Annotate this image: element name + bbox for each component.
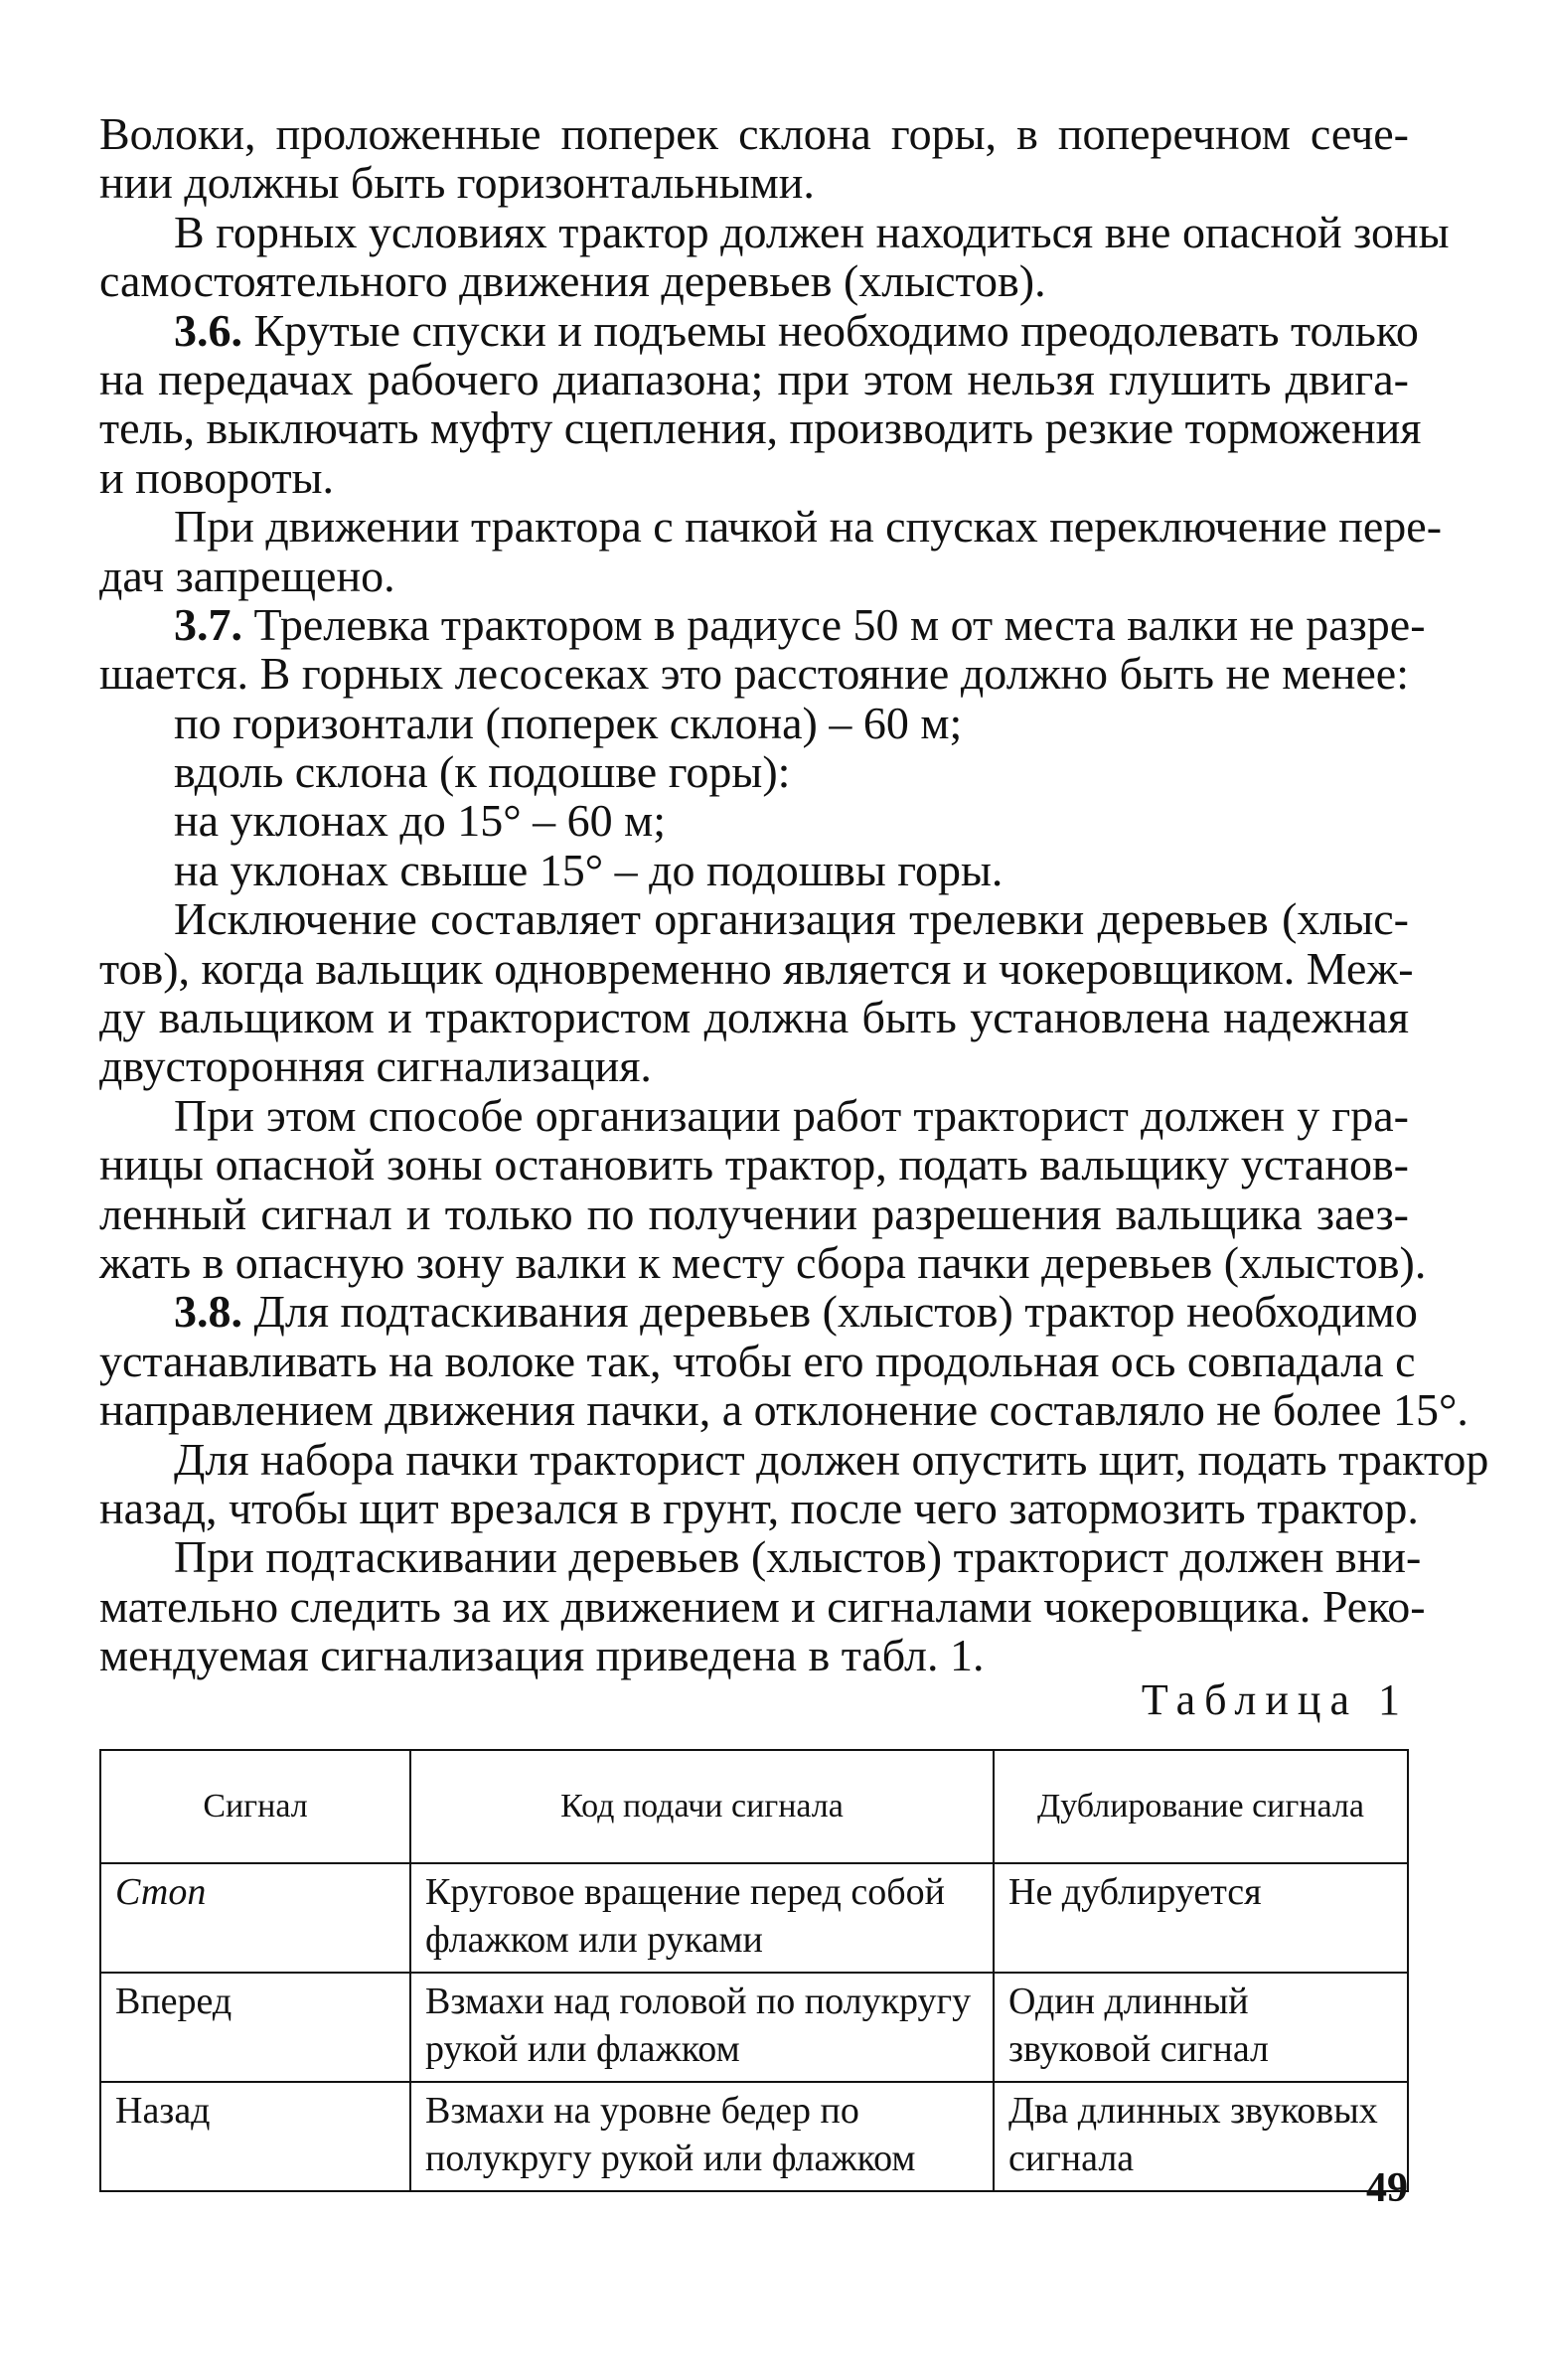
table-header-cell: Сигнал	[100, 1750, 410, 1863]
table-cell: Вперед	[100, 1973, 410, 2082]
text-line: мательно следить за их движением и сигналами чокеровщика. Реко-	[99, 1580, 1426, 1632]
table-cell: Два длинных звуковых сигнала	[994, 2082, 1408, 2191]
text-line: направлением движения пачки, а отклонение составляло не более 15°.	[99, 1384, 1468, 1436]
text-line: тов), когда вальщик одновременно является и чокеровщиком. Меж-	[99, 942, 1414, 994]
text-line: мендуемая сигнализация приведена в табл. 1.	[99, 1630, 985, 1681]
text-line: шается. В горных лесосеках это расстояние должно быть не менее:	[99, 648, 1409, 700]
text-line: ду вальщиком и трактористом должна быть установлена надежная	[99, 992, 1409, 1043]
text-line: В горных условиях трактор должен находиться вне опасной зоны	[174, 206, 1450, 257]
table-row	[100, 2082, 1408, 2191]
page-number: 49	[1366, 2165, 1408, 2211]
table-row	[100, 1973, 1408, 2082]
body-text	[99, 108, 1489, 1681]
text-line: на передачах рабочего диапазона; при этом нельзя глушить двига-	[99, 353, 1409, 404]
table-cell: Стоп	[100, 1863, 410, 1973]
text-line: Для набора пачки тракторист должен опустить щит, подать трактор	[174, 1433, 1489, 1485]
table-header-cell: Дублирование сигнала	[994, 1750, 1408, 1863]
table-cell: Взмахи на уровне бедер по полукругу рукой или флажком	[410, 2082, 994, 2191]
text-line: на уклонах свыше 15° – до подошвы горы.	[174, 844, 1004, 895]
text-line: вдоль склона (к подошве горы):	[174, 746, 791, 798]
table-cell: Назад	[100, 2082, 410, 2191]
table-header-cell: Код подачи сигнала	[410, 1750, 994, 1863]
text-line: 3.7. Трелевка трактором в радиусе 50 м от места валки не разре-	[174, 598, 1426, 650]
text-line: 3.8. Для подтаскивания деревьев (хлыстов) трактор необходимо	[174, 1286, 1418, 1338]
text-line: Исключение составляет организация трелевки деревьев (хлыс-	[174, 893, 1409, 945]
signal-table	[99, 1749, 1409, 2192]
table-header-row	[100, 1750, 1408, 1863]
text-line: на уклонах до 15° – 60 м;	[174, 795, 667, 847]
text-line: назад, чтобы щит врезался в грунт, после чего затормозить трактор.	[99, 1482, 1419, 1533]
text-line: нии должны быть горизонтальными.	[99, 157, 815, 209]
table-cell: Не дублируется	[994, 1863, 1408, 1973]
section-number: 3.7.	[174, 598, 242, 650]
text-line: Волоки, проложенные поперек склона горы, в поперечном сече-	[99, 108, 1409, 159]
text-line: ленный сигнал и только по получении разрешения вальщика заез-	[99, 1188, 1409, 1239]
text-line: тель, выключать муфту сцепления, производить резкие торможения	[99, 402, 1422, 454]
text-line: и повороты.	[99, 451, 335, 503]
text-line: 3.6. Крутые спуски и подъемы необходимо преодолевать только	[174, 304, 1419, 356]
text-line: ницы опасной зоны остановить трактор, подать вальщику установ-	[99, 1139, 1409, 1190]
table-caption: Таблица 1	[1141, 1675, 1409, 1724]
text-line: двусторонняя сигнализация.	[99, 1040, 652, 1092]
text-line: дач запрещено.	[99, 550, 395, 601]
text-line: При движении трактора с пачкой на спусках переключение пере-	[174, 501, 1443, 553]
table-cell: Один длинный звуковой сигнал	[994, 1973, 1408, 2082]
table-row	[100, 1863, 1408, 1973]
text-line: При подтаскивании деревьев (хлыстов) тракторист должен вни-	[174, 1531, 1422, 1583]
text-line: При этом способе организации работ тракторист должен у гра-	[174, 1089, 1409, 1141]
text-line: устанавливать на волоке так, чтобы его продольная ось совпадала с	[99, 1335, 1416, 1386]
table-cell: Круговое вращение перед собой флажком или руками	[410, 1863, 994, 1973]
section-number: 3.8.	[174, 1286, 242, 1338]
text-line: жать в опасную зону валки к месту сбора пачки деревьев (хлыстов).	[99, 1236, 1427, 1288]
section-number: 3.6.	[174, 304, 242, 356]
text-line: по горизонтали (поперек склона) – 60 м;	[174, 697, 963, 748]
table-cell: Взмахи над головой по полукругу рукой или флажком	[410, 1973, 994, 2082]
text-line: самостоятельного движения деревьев (хлыстов).	[99, 255, 1046, 307]
